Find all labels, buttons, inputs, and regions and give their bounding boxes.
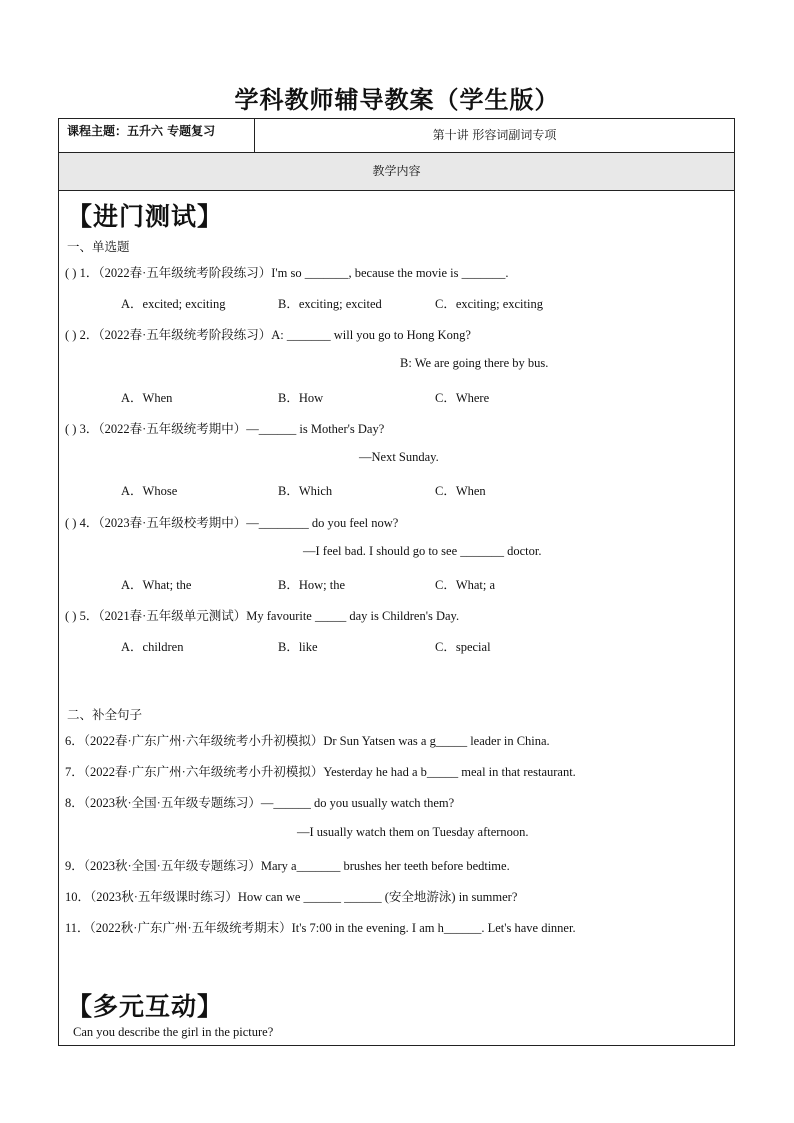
q4-reply: —I feel bad. I should go to see _______ doctor. — [303, 544, 542, 558]
interaction-prompt: Can you describe the girl in the picture? — [73, 1025, 274, 1039]
fill-question-10: 10．（2023秋·五年级课时练习）How can we ______ ______ (安全地游泳) in summer? — [65, 890, 518, 904]
q3-reply: —Next Sunday. — [359, 450, 439, 464]
q5-option-c: C．special — [435, 640, 491, 654]
lecture-title: 第十讲 形容词副词专项 — [432, 128, 557, 142]
fill-question-7: 7．（2022春·广东广州·六年级统考小升初模拟）Yesterday he had a b_____ meal in that restaurant. — [65, 765, 576, 779]
q2-option-c: C．Where — [435, 391, 490, 405]
fill-question-8-reply: —I usually watch them on Tuesday afternoon. — [297, 825, 529, 839]
lesson-table — [58, 118, 735, 1046]
content-header: 教学内容 — [59, 153, 734, 191]
q5-option-a: A．children — [121, 640, 184, 654]
q4-option-a: A．What; the — [121, 578, 192, 592]
q4-option-c: C．What; a — [435, 578, 496, 592]
document-title: 学科教师辅导教案（学生版） — [234, 86, 560, 114]
q4-option-b: B．How; the — [278, 578, 346, 592]
question-4: ( ) 4．（2023春·五年级校考期中）—________ do you feel now? — [65, 516, 399, 530]
fill-question-11: 11．（2022秋·广东广州·五年级统考期末）It's 7:00 in the evening. I am h______. Let's have dinner. — [65, 921, 576, 935]
q2-option-b: B．How — [278, 391, 324, 405]
part-one-title: 一、单选题 — [67, 239, 130, 254]
question-1: ( ) 1．（2022春·五年级统考阶段练习）I'm so _______, because the movie is _______. — [65, 266, 509, 280]
fill-question-9: 9．（2023秋·全国·五年级专题练习）Mary a_______ brushes her teeth before bedtime. — [65, 859, 510, 873]
part-two-title: 二、补全句子 — [67, 707, 143, 722]
q2-reply: B: We are going there by bus. — [400, 356, 549, 370]
question-3: ( ) 3．（2022春·五年级统考期中）—______ is Mother's Day? — [65, 422, 385, 436]
fill-question-6: 6．（2022春·广东广州·六年级统考小升初模拟）Dr Sun Yatsen was a g_____ leader in China. — [65, 734, 550, 748]
q3-option-a: A．Whose — [121, 484, 178, 498]
course-topic: 课程主题：五升六 专题复习 — [59, 119, 255, 152]
question-5: ( ) 5．（2021春·五年级单元测试）My favourite _____ day is Children's Day. — [65, 609, 460, 623]
q5-option-b: B．like — [278, 640, 318, 654]
q3-option-c: C．When — [435, 484, 486, 498]
q2-option-a: A．When — [121, 391, 173, 405]
fill-question-8: 8．（2023秋·全国·五年级专题练习）—______ do you usually watch them? — [65, 796, 455, 810]
q1-option-c: C．exciting; exciting — [435, 297, 543, 311]
section-entry-test-title: 【进门测试】 — [67, 202, 224, 231]
section-interaction-title: 【多元互动】 — [67, 992, 224, 1021]
question-2: ( ) 2．（2022春·五年级统考阶段练习）A: _______ will you go to Hong Kong? — [65, 328, 471, 342]
q1-option-b: B．exciting; excited — [278, 297, 382, 311]
q3-option-b: B．Which — [278, 484, 333, 498]
q1-option-a: A．excited; exciting — [121, 297, 226, 311]
header-row — [59, 119, 734, 153]
